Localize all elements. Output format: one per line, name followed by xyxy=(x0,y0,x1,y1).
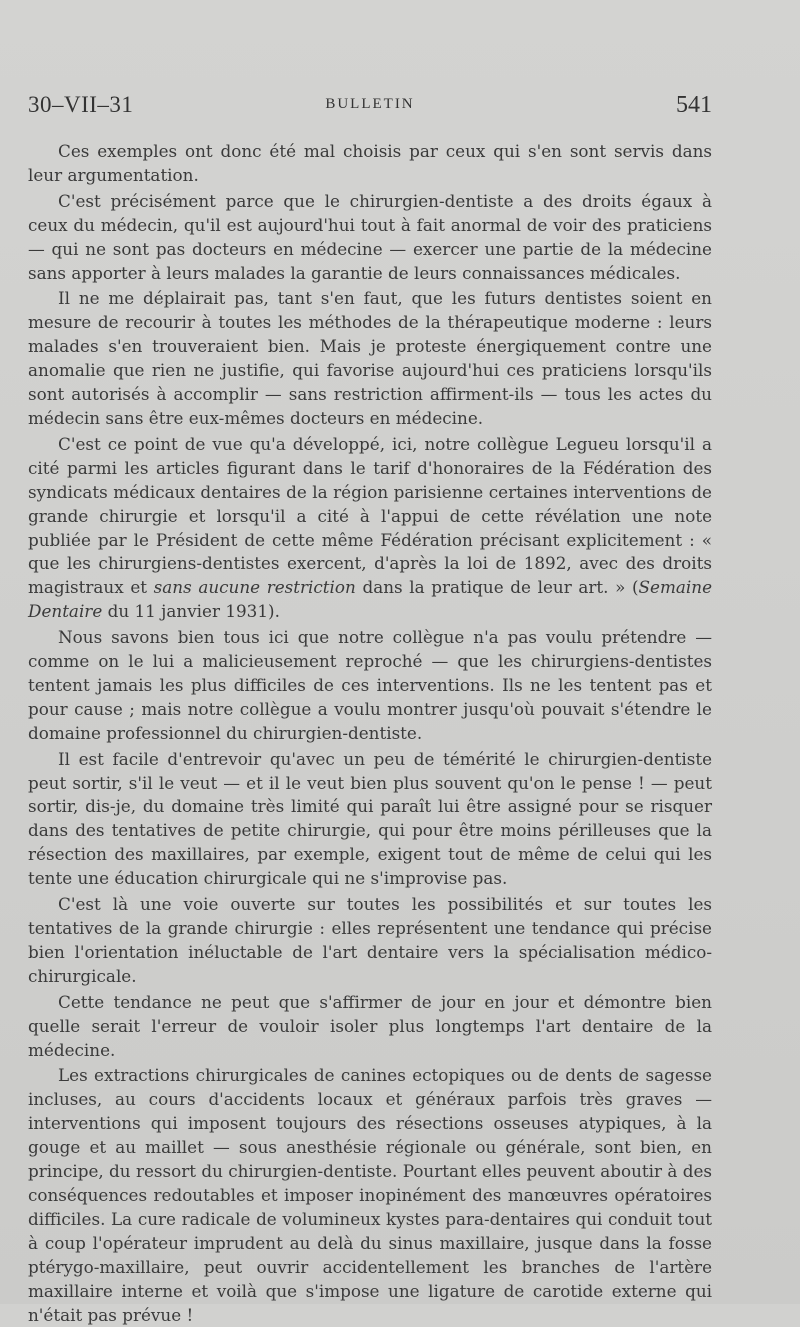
paragraph-4-text-a: C'est ce point de vue qu'a développé, ici, notre collègue Legueu lorsqu'il a cité parmi les articles figurant dans le tarif d'honoraires de la Fédération des syndicats médicaux dentaires de la région parisienne certaines interventions de grande chirurgie et lorsqu'il a cité à l'appui de cette révélation une note publiée par le Président de cette même Fédération précisant explicitement : « que les chirurgiens-dentistes exercent, d'après la loi de 1892, avec des droits magistraux et xyxy=(28,433,712,598)
paragraph-7: C'est là une voie ouverte sur toutes les possibilités et sur toutes les tentatives de la grande chirurgie : elles représentent une tendance qui précise bien l'orientation inéluctable de l'art dentaire vers la spécialisation médico-chirurgicale. xyxy=(28,894,712,986)
paragraph-2: C'est précisément parce que le chirurgien-dentiste a des droits égaux à ceux du médecin, qu'il est aujourd'hui tout à fait anormal de voir des praticiens — qui ne sont pas docteurs en médecine — exercer une partie de la médecine sans apporter à leurs malades la garantie de leurs connaissances médicales. xyxy=(28,190,712,283)
header-date: 30–VII–31 xyxy=(28,92,134,117)
paragraph-4-italic-b: Semaine Dentaire xyxy=(28,577,712,622)
paragraph-4-text-b: dans la pratique de leur art. » ( xyxy=(355,577,639,598)
paragraph-1: Ces exemples ont donc été mal choisis par ceux qui s'en sont servis dans leur argumentation. xyxy=(28,141,712,185)
header-title: BULLETIN xyxy=(325,96,415,112)
page-number: 541 xyxy=(676,92,712,118)
paragraph-8: Cette tendance ne peut que s'affirmer de jour en jour et démontre bien quelle serait l'erreur de vouloir isoler plus longtemps l'art dentaire de la médecine. xyxy=(28,991,712,1060)
paragraph-4 xyxy=(28,433,712,624)
running-header xyxy=(28,92,712,122)
body-text xyxy=(28,140,712,1327)
paragraph-6: Il est facile d'entrevoir qu'avec un peu de témérité le chirurgien-dentiste peut sortir, s'il le veut — et il le veut bien plus souvent qu'on le pense ! — peut sortir, dis-je, du domaine très limité qui paraît lui être assigné pour se risquer dans des tentatives de petite chirurgie, qui pour être moins périlleuses que la résection des maxillaires, par exemple, exigent tout de même de celui qui les tente une éducation chirurgicale qui ne s'improvise pas. xyxy=(28,748,712,889)
paragraph-9: Les extractions chirurgicales de canines ectopiques ou de dents de sagesse incluses, au cours d'accidents locaux et généraux parfois très graves — interventions qui imposent toujours des résections osseuses atypiques, à la gouge et au maillet — sous anesthésie régionale ou générale, sont bien, en principe, du ressort du chirurgien-dentiste. Pourtant elles peuvent aboutir à des conséquences redoutables et imposer inopinément des manœuvres opératoires difficiles. La cure radicale de volumineux kystes para-dentaires qui conduit tout à coup l'opérateur imprudent au delà du sinus maxillaire, jusque dans la fosse ptérygo-maxillaire, peut ouvrir accidentellement les branches de l'artère maxillaire interne et voilà que s'impose une ligature de carotide externe qui n'était pas prévue ! xyxy=(28,1065,712,1325)
paragraph-4-text-c: du 11 janvier 1931). xyxy=(102,601,280,622)
paragraph-4-italic-a: sans aucune restriction xyxy=(153,577,356,598)
paragraph-3: Il ne me déplairait pas, tant s'en faut, que les futurs dentistes soient en mesure de recourir à toutes les méthodes de la thérapeutique moderne : leurs malades s'en trouveraient bien. Mais je proteste énergiquement contre une anomalie que rien ne justifie, qui favorise aujourd'hui ces praticiens lorsqu'ils sont autorisés à accomplir — sans restriction affirment-ils — tous les actes du médecin sans être eux-mêmes docteurs en médecine. xyxy=(28,288,712,428)
paragraph-5: Nous savons bien tous ici que notre collègue n'a pas voulu prétendre — comme on le lui a malicieusement reproché — que les chirurgiens-dentistes tentent jamais les plus difficiles de ces interventions. Ils ne les tentent pas et pour cause ; mais notre collègue a voulu montrer jusqu'où pouvait s'étendre le domaine professionnel du chirurgien-dentiste. xyxy=(28,627,712,743)
